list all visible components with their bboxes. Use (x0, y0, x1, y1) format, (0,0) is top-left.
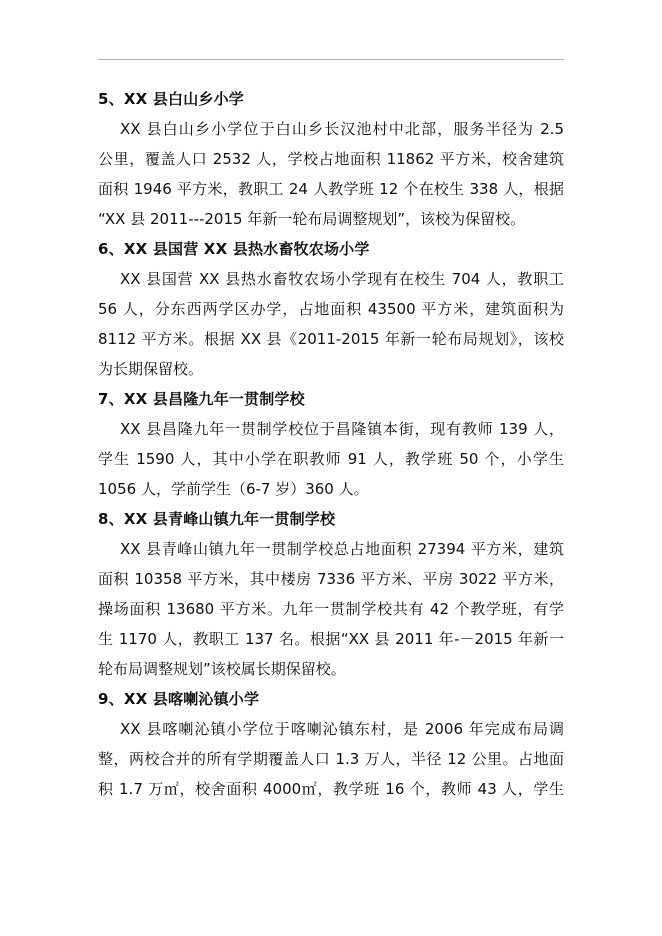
document-body (98, 84, 564, 804)
header-rule (98, 59, 564, 60)
paragraph-line: 操场面积 13680 平方米。九年一贯制学校共有 42 个教学班，有学 (98, 600, 564, 618)
section-9 (98, 684, 564, 804)
paragraph-line: XX 县喀喇沁镇小学位于喀喇沁镇东村，是 2006 年完成布局调 (120, 720, 564, 738)
section-heading: 6、XX 县国营 XX 县热水畜牧农场小学 (98, 240, 370, 258)
section-heading: 7、XX 县昌隆九年一贯制学校 (98, 390, 305, 408)
section-8 (98, 504, 564, 684)
section-7 (98, 384, 564, 504)
paragraph-line: 面积 1946 平方米，教职工 24 人教学班 12 个在校生 338 人，根据 (98, 180, 564, 198)
paragraph-line: 学生 1590 人，其中小学在职教师 91 人，教学班 50 个，小学生 (98, 450, 564, 468)
paragraph-line: 积 1.7 万㎡，校舍面积 4000㎡，教学班 16 个，教师 43 人，学生 (98, 780, 564, 798)
paragraph-line: 1056 人，学前学生（6-7 岁）360 人。 (98, 480, 369, 498)
section-heading: 8、XX 县青峰山镇九年一贯制学校 (98, 510, 336, 528)
paragraph-line: XX 县昌隆九年一贯制学校位于昌隆镇本街，现有教师 139 人， (120, 420, 564, 438)
section-heading: 9、XX 县喀喇沁镇小学 (98, 690, 260, 708)
paragraph-line: 8112 平方米。根据 XX 县《2011-2015 年新一轮布局规划》，该校 (98, 330, 564, 348)
section-6 (98, 234, 564, 384)
paragraph-line: 为长期保留校。 (98, 360, 204, 378)
paragraph-line: XX 县白山乡小学位于白山乡长汉池村中北部，服务半径为 2.5 (120, 120, 564, 138)
paragraph-line: “XX 县 2011---2015 年新一轮布局调整规划”，该校为保留校。 (98, 210, 526, 228)
paragraph-line: XX 县国营 XX 县热水畜牧农场小学现有在校生 704 人，教职工 (120, 270, 564, 288)
section-5 (98, 84, 564, 234)
paragraph-line: 公里，覆盖人口 2532 人，学校占地面积 11862 平方米，校舍建筑 (98, 150, 564, 168)
paragraph-line: 56 人，分东西两学区办学，占地面积 43500 平方米，建筑面积为 (98, 300, 564, 318)
paragraph-line: 生 1170 人，教职工 137 名。根据“XX 县 2011 年-－2015 年新一 (98, 630, 564, 648)
paragraph-line: 整，两校合并的所有学期覆盖人口 1.3 万人，半径 12 公里。占地面 (98, 750, 564, 768)
paragraph-line: 轮布局调整规划”该校属长期保留校。 (98, 660, 346, 678)
paragraph-line: XX 县青峰山镇九年一贯制学校总占地面积 27394 平方米，建筑 (120, 540, 564, 558)
paragraph-line: 面积 10358 平方米，其中楼房 7336 平方米、平房 3022 平方米， (98, 570, 564, 588)
section-heading: 5、XX 县白山乡小学 (98, 90, 244, 108)
